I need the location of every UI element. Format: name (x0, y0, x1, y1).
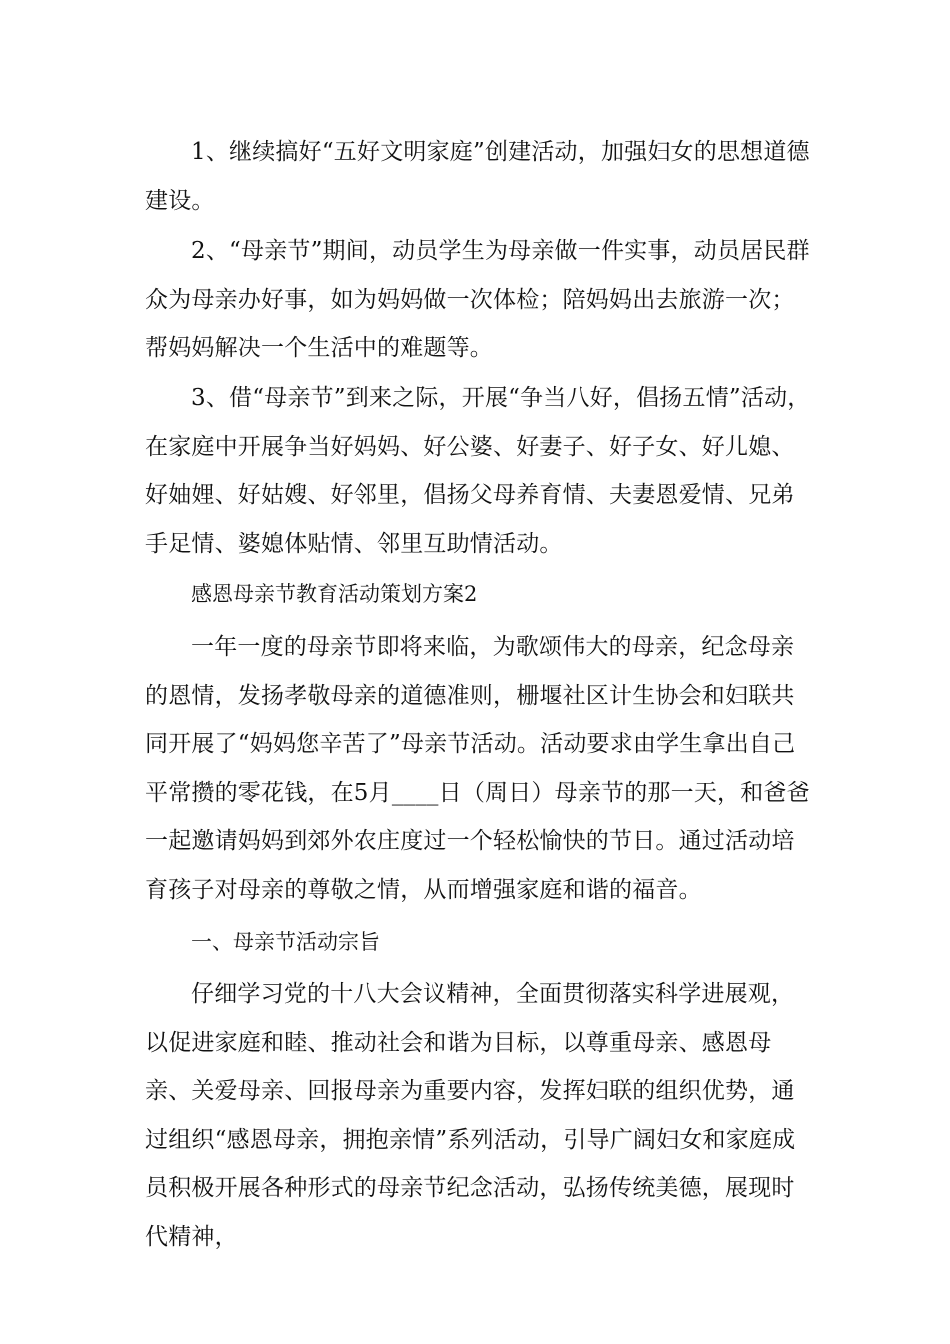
paragraph-purpose: 仔细学习党的十八大会议精神，全面贯彻落实科学进展观，以促进家庭和睦、推动社会和谐为目标，以尊重母亲、感恩母亲、关爱母亲、回报母亲为重要内容，发挥妇联的组织优势，通过组织“感恩母亲，拥抱亲情”系列活动，引导广阔妇女和家庭成员积极开展各种形式的母亲节纪念活动，弘扬传统美德，展现时代精神， (145, 981, 796, 1250)
section-title-plan-2: 感恩母亲节教育活动策划方案2 (191, 582, 478, 606)
paragraph-intro: 一年一度的母亲节即将来临，为歌颂伟大的母亲，纪念母亲的恩情，发扬孝敬母亲的道德准则，栅堰社区计生协会和妇联共同开展了“妈妈您辛苦了”母亲节活动。活动要求由学生拿出自己平常攒的零花钱，在5月____日（周日）母亲节的那一天，和爸爸一起邀请妈妈到郊外农庄度过一个轻松愉快的节日。通过活动培育孩子对母亲的尊敬之情，从而增强家庭和谐的福音。 (145, 634, 810, 903)
section-heading-purpose: 一、母亲节活动宗旨 (191, 930, 380, 954)
paragraph-item-3: 3、借“母亲节”到来之际，开展“争当八好，倡扬五情”活动，在家庭中开展争当好妈妈、好公婆、好妻子、好子女、好儿媳、好妯娌、好姑嫂、好邻里，倡扬父母养育情、夫妻恩爱情、兄弟手足情、婆媳体贴情、邻里互助情活动。 (145, 385, 811, 557)
paragraph-item-1: 1、继续搞好“五好文明家庭”创建活动，加强妇女的思想道德建设。 (145, 139, 810, 214)
paragraph-item-2: 2、“母亲节”期间，动员学生为母亲做一件实事，动员居民群众为母亲办好事，如为妈妈做一次体检；陪妈妈出去旅游一次；帮妈妈解决一个生活中的难题等。 (145, 238, 810, 361)
